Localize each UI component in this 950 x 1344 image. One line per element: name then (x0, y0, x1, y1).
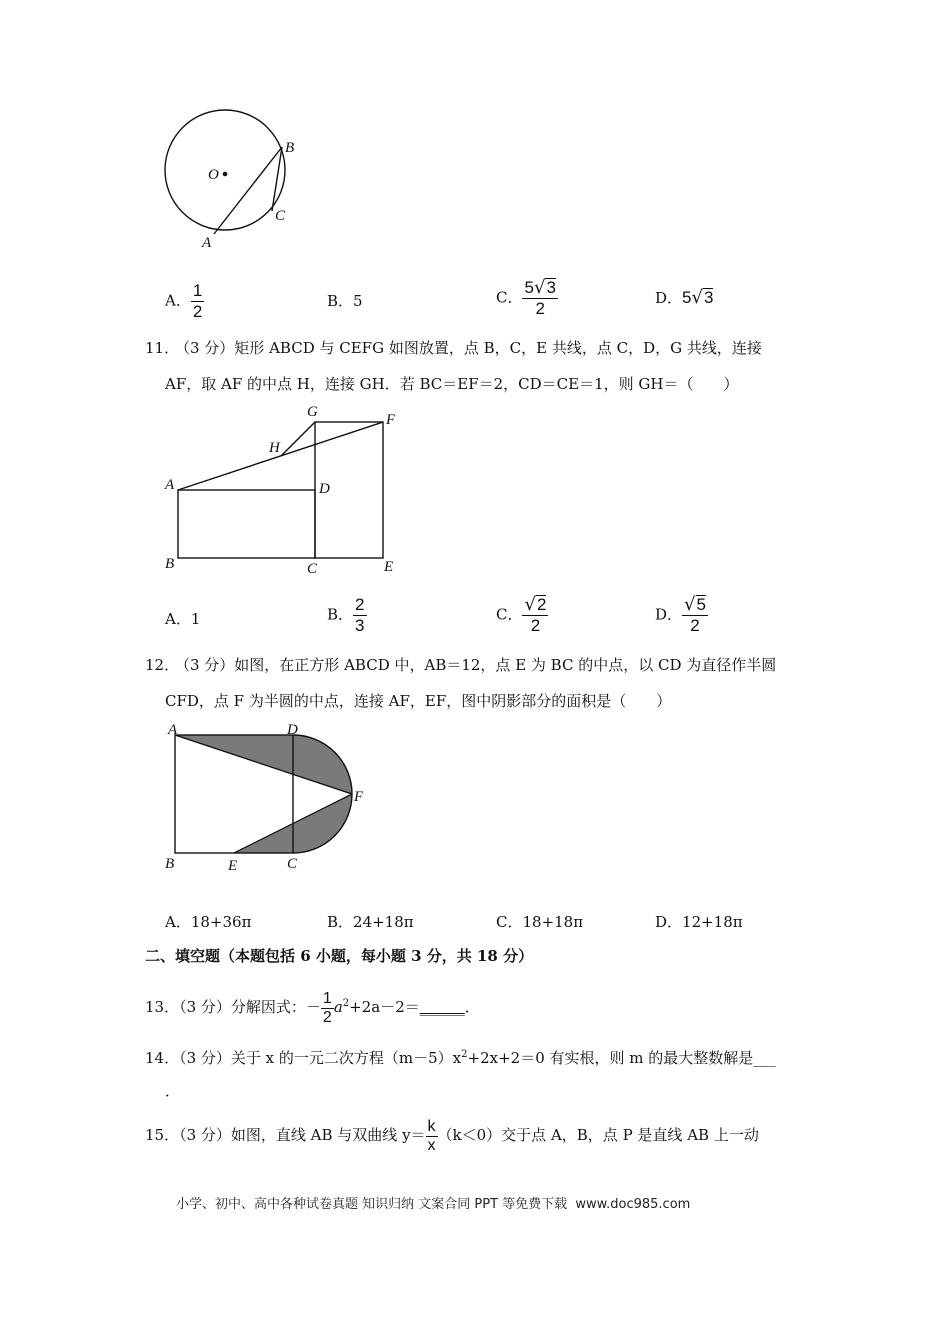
q11-option-a (165, 608, 200, 629)
label-h: H (269, 440, 280, 456)
q13-blank: ______ (419, 998, 465, 1016)
option-key: A． (165, 610, 191, 628)
option-value: 12+18π (682, 913, 743, 931)
q12-option-a (165, 911, 251, 932)
q13 (145, 984, 480, 1027)
chord-bc (272, 147, 282, 211)
q14-number: 14． (145, 1049, 180, 1067)
option-value: 1 (190, 610, 201, 628)
q15-number: 15． (145, 1126, 180, 1144)
label-f: F (386, 412, 396, 428)
section-heading: 二、填空题（本题包括 6 小题，每小题 3 分，共 18 分） (145, 947, 534, 965)
option-value: 18+36π (190, 913, 252, 931)
label-c: C (307, 561, 318, 577)
label-b: B (285, 140, 295, 156)
q11-option-d (655, 595, 708, 636)
q10-figure (150, 105, 320, 265)
q15-line1 (145, 1115, 759, 1155)
option-key: C． (496, 288, 523, 307)
option-value: 24+18π (353, 913, 414, 931)
q14-line1 (145, 1045, 776, 1068)
fraction: $\frac{5√3}{2}$ (524, 277, 556, 318)
q12-option-c (496, 911, 583, 932)
q15-prefix: （3 分）如图，直线 AB 与双曲线 y＝ (179, 1126, 426, 1144)
q14-text-a: （3 分）关于 x 的一元二次方程（m－5）x (179, 1049, 462, 1067)
label-e: E (384, 559, 394, 575)
q13-fraction: $\frac{1}{2}$ (322, 989, 332, 1026)
segment-af (178, 422, 383, 490)
label-g: G (307, 404, 318, 420)
q14-line2: ． (165, 1082, 181, 1100)
q11-option-c (496, 595, 548, 636)
label-a: A (165, 477, 175, 493)
fraction: $\frac{2}{3}$ (355, 595, 365, 635)
q14-blank: ___ (753, 1049, 776, 1067)
option-key: A． (165, 913, 191, 931)
q13-end: ． (464, 998, 480, 1016)
fraction: $\frac{√2}{2}$ (524, 594, 547, 635)
q13-prefix: （3 分）分解因式：－ (179, 998, 321, 1016)
option-key: D． (655, 289, 683, 307)
label-d: D (319, 481, 330, 497)
q10-option-d: D．5√3 (655, 287, 714, 308)
q11-figure (155, 398, 415, 583)
footer-text: 小学、初中、高中各种试卷真题 知识归纳 文案合同 PPT 等免费下载 (176, 1197, 568, 1212)
q12-line1: （3 分）如图，在正方形 ABCD 中，AB＝12，点 E 为 BC 的中点，以 CD 为直径作半圆 (175, 656, 777, 674)
fraction: $\frac{1}{2}$ (192, 281, 203, 321)
label-b: B (165, 556, 175, 572)
footer-link[interactable]: www.doc985.com (575, 1197, 691, 1212)
label-c: C (287, 856, 298, 872)
label-o: O (208, 167, 219, 183)
option-key: B． (327, 292, 354, 310)
q13-exp: 2 (342, 998, 350, 1009)
q11-option-b (327, 595, 367, 636)
label-e: E (228, 858, 238, 874)
q10-option-b (327, 290, 363, 311)
q14-text-b: +2x+2＝0 有实根，则 m 的最大整数解是 (467, 1049, 754, 1067)
q15-fraction: $\frac{k}{x}$ (427, 1117, 436, 1154)
option-key: B． (327, 605, 354, 624)
q12-number: 12． (145, 656, 180, 674)
q15-suffix: （k＜0）交于点 A，B，点 P 是直线 AB 上一动 (437, 1126, 759, 1144)
q13-expr: +2a－2＝ (349, 998, 420, 1016)
label-a: A (168, 722, 178, 738)
page-footer (176, 1193, 690, 1212)
q14-exp: 2 (461, 1049, 468, 1060)
q11-line1: （3 分）矩形 ABCD 与 CEFG 如图放置，点 B，C，E 共线，点 C，D，G 共线，连接 (175, 339, 762, 357)
q10-option-a (165, 281, 204, 322)
label-b: B (165, 856, 175, 872)
rect-abcd (178, 490, 315, 558)
label-d: D (287, 722, 298, 738)
q12-option-d (655, 911, 743, 932)
q11-line2: AF，取 AF 的中点 H，连接 GH．若 BC＝EF＝2，CD＝CE＝1，则 GH＝（ ） (165, 375, 739, 393)
chord-ab (214, 147, 282, 234)
option-key: C． (496, 913, 523, 931)
fraction: $\frac{√5}{2}$ (684, 594, 706, 635)
option-key: D． (655, 605, 683, 624)
q11-number: 11． (145, 339, 180, 357)
option-value: 5 (353, 292, 363, 310)
q13-var: a (333, 998, 343, 1016)
option-key: D． (655, 913, 683, 931)
option-key: B． (327, 913, 354, 931)
option-key: C． (496, 605, 523, 624)
label-c: C (275, 208, 286, 224)
center-dot (223, 172, 228, 177)
circle-o (165, 110, 285, 230)
q10-option-c (496, 278, 558, 319)
q12-option-b (327, 911, 414, 932)
q13-number: 13． (145, 998, 180, 1016)
label-f: F (354, 789, 364, 805)
label-a: A (202, 235, 212, 251)
q12-figure (155, 718, 385, 878)
option-key: A． (165, 291, 191, 310)
q12-line2: CFD，点 F 为半圆的中点，连接 AF，EF，图中阴影部分的面积是（ ） (165, 692, 672, 710)
option-value: 18+18π (522, 913, 584, 931)
